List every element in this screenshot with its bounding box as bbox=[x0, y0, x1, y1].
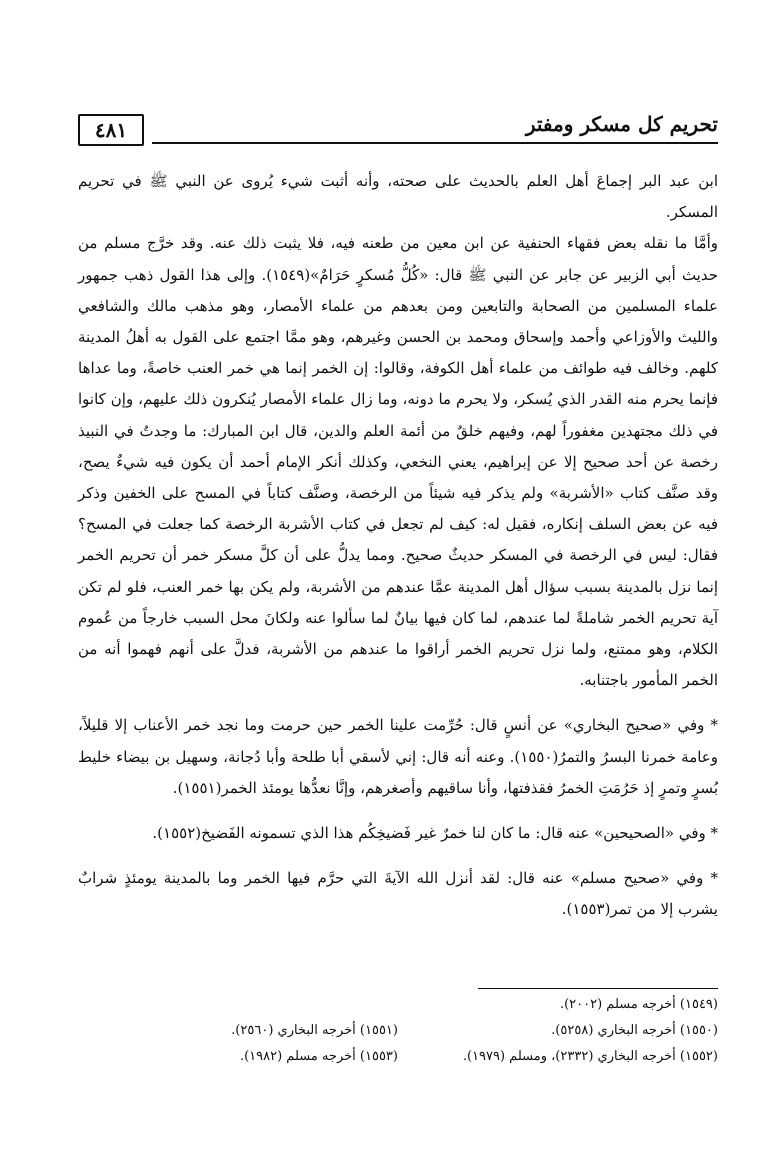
paragraph: * وفي «صحيح مسلم» عنه قال: لقد أنزل الله الآيةَ التي حرَّم فيها الخمر وما بالمدينة يومئذٍ شرابٌ يشرب إلا من تمر(١٥٥٣). bbox=[78, 869, 718, 919]
footnote-row bbox=[78, 1044, 718, 1070]
footnote: (١٥٥١) أخرجه البخاري (٢٥٦٠). bbox=[231, 1023, 398, 1038]
page-number: ٤٨١ bbox=[78, 114, 144, 146]
header-rule bbox=[152, 142, 718, 144]
footnote-row bbox=[78, 1018, 718, 1044]
running-title: تحريم كل مسكر ومفتر bbox=[525, 112, 718, 136]
footnote: (١٥٥٢) أخرجه البخاري (٢٣٣٢)، ومسلم (١٩٧٩). bbox=[462, 1049, 718, 1064]
page-header bbox=[78, 106, 718, 150]
paragraph: وأمَّا ما نقله بعض فقهاء الحنفية عن ابن معين من طعنه فيه، فلا يثبت ذلك عنه. وقد خرَّج مسلم من حديث أبي الزبير عن جابر عن النبي ﷺ قال: «كُلُّ مُسكرٍ حَرَامٌ»(١٥٤٩). وإلى هذا القول ذهب جمهور علماء المسلمين من الصحابة والتابعين ومن بعدهم من علماء الأمصار، وهو مذهب مالك والشافعي والليث والأوزاعي وأحمد وإسحاق ومحمد بن الحسن وغيرهم، وهو ممَّا اجتمع على القول به أهلُ المدينة كلهم. وخالف فيه طوائف من علماء أهل الكوفة، وقالوا: إن الخمر إنما هي خمر العنب خاصةً، وما عداها فإنما يحرم منه القدر الذي يُسكر، ولا يحرم ما دونه، وما زال علماء الأمصار يُنكرون ذلك عليهم، وإن كانوا في ذلك مجتهدين مغفوراً لهم، وفيهم خلقٌ من أئمة العلم والدين، قال ابن المبارك: ما وجدتُ في النبيذ رخصة عن أحد صحيح إلا عن إبراهيم، يعني النخعي، وكذلك أنكر الإمام أحمد أن يكون فيه شيءٌ يصح، وقد صنَّف كتاب «الأشربة» ولم يذكر فيه شيئاً من الرخصة، وصنَّف كتاباً في المسح على الخفين وذكر فيه عن بعض السلف إنكاره، فقيل له: كيف لم تجعل في كتاب الأشربة الرخصة كما جعلت في المسح؟ فقال: ليس في الرخصة في المسكر حديثٌ صحيح. ومما يدلُّ على أن كلَّ مسكر خمر أن تحريم الخمر إنما نزل بالمدينة بسبب سؤال أهل المدينة عمَّا عندهم من الأشربة، ولم يكن بها خمر العنب، فلو لم تكن آية تحريم الخمر شاملةً لما عندهم، لما كان فيها بيانٌ لما سألوا عنه ولكانَ محل السبب خارجاً من عُموم الكلام، وهو ممتنع، ولما نزل تحريم الخمر أراقوا ما عندهم من الأشربة، فدلَّ على أنهم فهموا أنه من الخمر المأمور باجتنابه. bbox=[78, 234, 718, 690]
paragraph: * وفي «صحيح البخاري» عن أنسٍ قال: حُرِّمت علينا الخمر حين حرمت وما نجد خمر الأعناب إلا قليلاً، وعامة خمرنا البسرُ والتمرُ(١٥٥٠). وعنه أنه قال: إني لأسقي أبا طلحة وأبا دُجانة، وسهيل بن بيضاء خليط بُسرٍ وتمرٍ إذ حَرُمَتِ الخمرُ فقذفتها، وأنا ساقيهم وأصغرهم، وإنَّا نعدُّها يومئذ الخمر(١٥٥١). bbox=[78, 716, 718, 797]
paragraph: ابن عبد البر إجماعَ أهل العلم بالحديث على صحته، وأنه أثبت شيء يُروى عن النبي ﷺ في تحريم المسكر. bbox=[78, 172, 718, 222]
footnote-row bbox=[78, 992, 718, 1018]
footnote bbox=[78, 992, 398, 1018]
paragraph: * وفي «الصحيحين» عنه قال: ما كان لنا خمرٌ غير فَضيخِكُم هذا الذي تسمونه الفَضيخ(١٥٥٢). bbox=[152, 824, 718, 843]
main-text bbox=[78, 166, 718, 926]
footnote: (١٥٥٣) أخرجه مسلم (١٩٨٢). bbox=[239, 1049, 398, 1064]
footnote-rule bbox=[478, 988, 718, 989]
footnote: (١٥٥٠) أخرجه البخاري (٥٢٥٨). bbox=[551, 1023, 718, 1038]
footnote: (١٥٤٩) أخرجه مسلم (٢٠٠٢). bbox=[559, 997, 718, 1012]
